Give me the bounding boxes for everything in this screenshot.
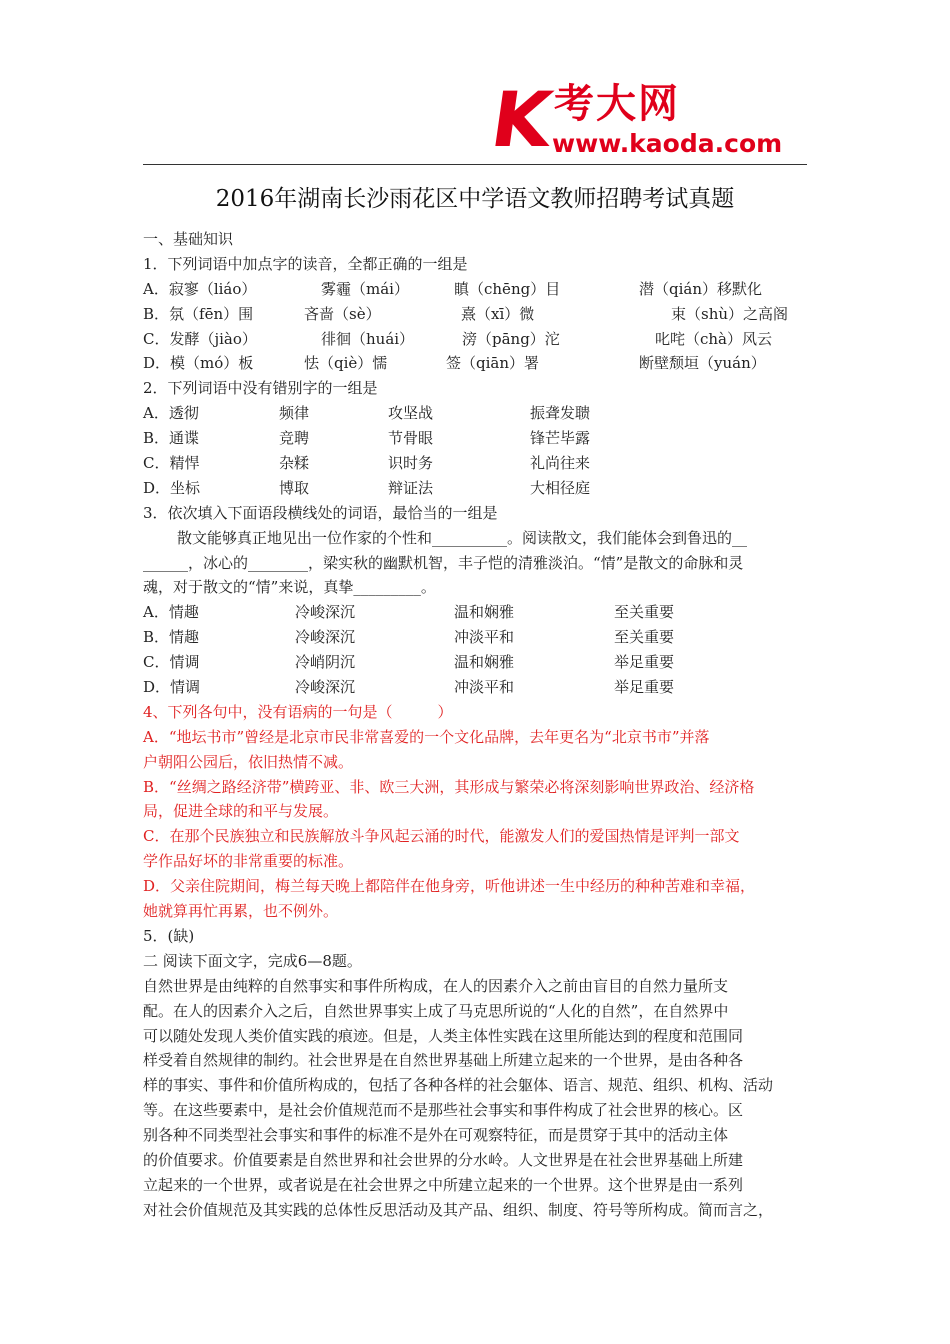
option-cell: 至关重要 [614,603,675,622]
reading-line: 的价值要求。价值要素是自然世界和社会世界的分水岭。人文世界是在社会世界基础上所建 [143,1150,744,1169]
question-4-option-b-line2: 局，促进全球的和平与发展。 [143,802,339,821]
option-cell: A．情趣 [143,603,199,622]
option-cell: A．透彻 [143,404,199,423]
reading-line: 配。在人的因素介入之后，自然世界事实上成了马克思所说的“人化的自然”，在自然界中 [143,1001,729,1020]
option-cell: 冷峭阴沉 [295,653,356,672]
option-cell: 杂糅 [279,454,310,473]
option-cell: 瞋（chēng）目 [454,279,561,298]
option-cell: 潜（qián）移默化 [639,279,763,298]
question-2-option-c [143,451,811,476]
question-4-option-c-line1: C．在那个民族独立和民族解放斗争风起云涌的时代，能激发人们的爱国热情是评判一部文 [143,827,740,846]
option-cell: A．寂寥（liáo） [143,279,257,298]
option-cell: 频律 [279,404,310,423]
reading-line: 样受着自然规律的制约。社会世界是在自然世界基础上所建立起来的一个世界，是由各种各 [143,1051,744,1070]
option-cell: 冲淡平和 [454,678,515,697]
reading-line: 别各种不同类型社会事实和事件的标准不是外在可观察特征，而是贯穿于其中的活动主体 [143,1126,729,1145]
option-cell: 举足重要 [614,678,675,697]
option-cell: 雾霾（mái） [321,279,409,298]
option-cell: 怯（qiè）懦 [304,354,388,373]
logo-brand-text: 考大网 [554,81,680,127]
option-cell: 冷峻深沉 [295,603,356,622]
option-cell: D．情调 [143,678,201,697]
document-body [143,227,811,1223]
question-3-stem: 3．依次填入下面语段横线处的词语，最恰当的一组是 [143,503,498,522]
question-4-option-a-line1: A．“地坛书市”曾经是北京市民非常喜爱的一个文化品牌，去年更名为“北京书市”并落 [143,727,710,746]
option-cell: 吝啬（sè） [304,304,381,323]
option-cell: D．坐标 [143,478,201,497]
section-heading-reading: 二 阅读下面文字，完成6—8题。 [143,951,362,970]
option-cell: 竞聘 [279,429,310,448]
reading-line: 样的事实、事件和价值所构成的，包括了各种各样的社会躯体、语言、规范、组织、机构、活动 [143,1076,774,1095]
option-cell: C．发酵（jiào） [143,329,257,348]
option-cell: 攻坚战 [388,404,434,423]
option-cell: 博取 [279,478,310,497]
question-1-option-a [143,277,811,302]
question-4-option-c-line2: 学作品好坏的非常重要的标准。 [143,852,354,871]
question-3-option-d [143,675,811,700]
option-cell: B．情趣 [143,628,200,647]
option-cell: 滂（pāng）沱 [462,329,560,348]
question-3-passage-line: 魂，对于散文的“情”来说，真挚_________。 [143,578,436,597]
option-cell: D．模（mó）板 [143,354,254,373]
option-cell: 冷峻深沉 [295,628,356,647]
question-1-option-c [143,327,811,352]
option-cell: 徘徊（huái） [321,329,415,348]
question-2-option-b [143,426,811,451]
logo-k-mark: K [485,75,558,164]
kaoda-logo [485,75,812,164]
option-cell: 断壁颓垣（yuán） [639,354,766,373]
option-cell: 熹（xī）微 [461,304,535,323]
option-cell: 签（qiān）署 [446,354,540,373]
question-1-option-b [143,302,811,327]
option-cell: B．通谍 [143,429,200,448]
option-cell: 举足重要 [614,653,675,672]
question-3-passage-line: ______，冰心的________，梁实秋的幽默机智，丰子恺的清雅淡泊。“情”是散文的命脉和灵 [143,553,744,572]
option-cell: 礼尚往来 [530,454,591,473]
option-cell: 辩证法 [388,478,434,497]
question-3-option-c [143,650,811,675]
reading-line: 等。在这些要素中，是社会价值规范而不是那些社会事实和事件构成了社会世界的核心。区 [143,1101,744,1120]
question-4-option-a-line2: 户朝阳公园后，依旧热情不减。 [143,752,354,771]
reading-line: 立起来的一个世界，或者说是在社会世界之中所建立起来的一个世界。这个世界是由一系列 [143,1175,744,1194]
option-cell: 温和娴雅 [454,653,515,672]
option-cell: 叱咤（chà）风云 [655,329,773,348]
option-cell: 至关重要 [614,628,675,647]
option-cell: 识时务 [388,454,434,473]
reading-line: 自然世界是由纯粹的自然事实和事件所构成，在人的因素介入之前由盲目的自然力量所支 [143,976,729,995]
question-2-option-d [143,476,811,501]
option-cell: B．氛（fēn）围 [143,304,254,323]
option-cell: 大相径庭 [530,478,591,497]
question-2-stem: 2．下列词语中没有错别字的一组是 [143,379,378,398]
question-5-stem: 5．(缺) [143,926,195,945]
section-heading-basics: 一、基础知识 [143,230,234,248]
reading-line: 可以随处发现人类价值实践的痕迹。但是，人类主体性实践在这里所能达到的程度和范围同 [143,1026,744,1045]
document-title: 2016年湖南长沙雨花区中学语文教师招聘考试真题 [215,186,735,212]
option-cell: 温和娴雅 [454,603,515,622]
question-3-passage-line: 散文能够真正地见出一位作家的个性和__________。阅读散文，我们能体会到鲁迅的__ [177,528,748,547]
question-1-option-d [143,351,811,376]
header-divider [143,164,807,165]
question-3-option-b [143,625,811,650]
question-4-stem: 4、下列各句中，没有语病的一句是（ ） [143,702,453,721]
question-3-option-a [143,600,811,625]
question-2-option-a [143,401,811,426]
option-cell: C．精悍 [143,454,200,473]
option-cell: 振聋发聩 [530,404,591,423]
reading-line: 对社会价值规范及其实践的总体性反思活动及其产品、组织、制度、符号等所构成。简而言之， [143,1200,774,1219]
option-cell: C．情调 [143,653,200,672]
option-cell: 束（shù）之高阁 [671,304,789,323]
option-cell: 节骨眼 [388,429,434,448]
logo-url-text: www.kaoda.com [552,129,783,158]
option-cell: 冷峻深沉 [295,678,356,697]
question-4-option-d-line1: D．父亲住院期间，梅兰每天晚上都陪伴在他身旁，听他讲述一生中经历的种种苦难和幸福， [143,877,756,896]
question-1-stem: 1．下列词语中加点字的读音，全都正确的一组是 [143,254,468,273]
question-4-option-b-line1: B．“丝绸之路经济带”横跨亚、非、欧三大洲，其形成与繁荣必将深刻影响世界政治、经济格 [143,777,755,796]
option-cell: 冲淡平和 [454,628,515,647]
option-cell: 锋芒毕露 [530,429,591,448]
question-4-option-d-line2: 她就算再忙再累，也不例外。 [143,902,339,921]
